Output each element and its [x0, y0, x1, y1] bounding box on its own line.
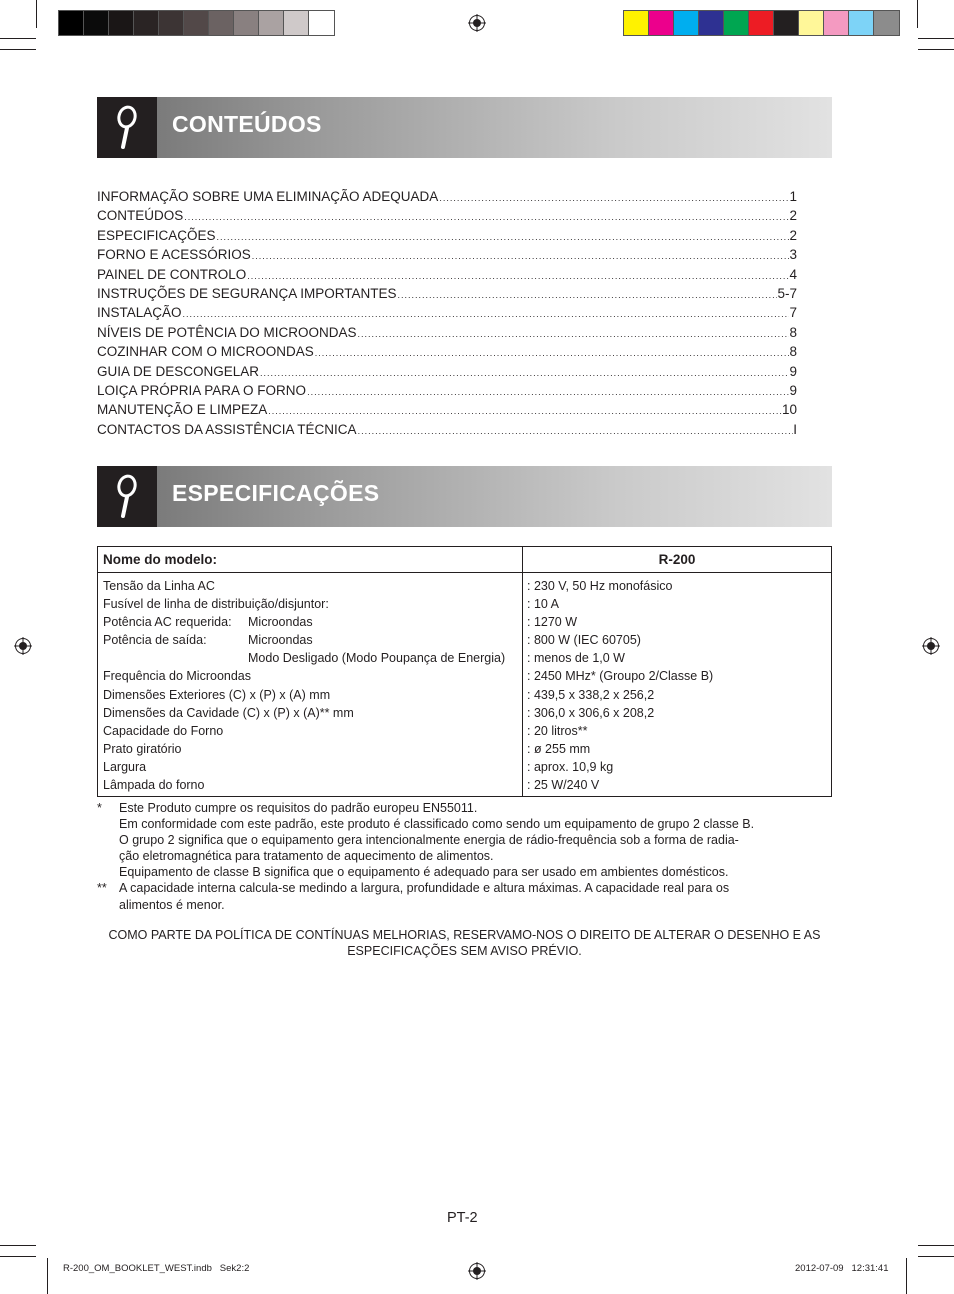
toc-entry[interactable]	[97, 206, 797, 225]
spec-label: Frequência do Microondas	[103, 669, 251, 684]
spec-value: : 800 W (IEC 60705)	[527, 633, 641, 648]
color-swatch	[724, 11, 749, 35]
registration-mark-icon	[468, 14, 486, 32]
color-swatch	[284, 11, 309, 35]
color-swatch	[109, 11, 134, 35]
header-tab	[97, 97, 157, 158]
spec-value: : 2450 MHz* (Groupo 2/Classe B)	[527, 669, 714, 684]
color-swatch	[874, 11, 899, 35]
footer-timestamp: 2012-07-09 12:31:41	[795, 1263, 889, 1274]
spec-value: : menos de 1,0 W	[527, 651, 625, 666]
toc-entry-title: COZINHAR COM O MICROONDAS	[97, 344, 314, 360]
footnote-mark: **	[97, 881, 107, 896]
toc-leader-dots	[357, 325, 790, 344]
toc-entry-title: CONTACTOS DA ASSISTÊNCIA TÉCNICA	[97, 421, 357, 437]
spec-row	[98, 577, 831, 595]
crop-mark	[918, 49, 954, 50]
spec-row	[98, 704, 831, 722]
crop-mark	[918, 1245, 954, 1246]
footnote-text	[119, 800, 837, 880]
crop-mark	[36, 0, 37, 28]
color-swatch	[824, 11, 849, 35]
spec-value: : 306,0 x 306,6 x 208,2	[527, 705, 655, 720]
color-swatch	[134, 11, 159, 35]
toc-leader-dots	[251, 247, 790, 266]
toc-entry[interactable]	[97, 226, 797, 245]
toc-entry[interactable]	[97, 187, 797, 206]
contents-header	[97, 97, 832, 158]
footnote-text	[119, 880, 837, 912]
color-swatch	[309, 11, 334, 35]
color-swatch	[699, 11, 724, 35]
toc-entry-title: INSTRUÇÕES DE SEGURANÇA IMPORTANTES	[97, 285, 397, 301]
toc-leader-dots	[183, 208, 789, 227]
toc-entry[interactable]	[97, 284, 797, 303]
spec-value: : aprox. 10,9 kg	[527, 759, 614, 774]
spec-sublabel: Microondas	[248, 633, 313, 648]
toc-entry[interactable]	[97, 245, 797, 264]
header-tab	[97, 466, 157, 527]
spec-label: Dimensões da Cavidade (C) x (P) x (A)** mm	[103, 705, 354, 720]
toc-leader-dots	[314, 344, 790, 363]
toc-entry-title: INSTALAÇÃO	[97, 305, 182, 321]
spec-row	[98, 722, 831, 740]
spec-value: : ø 255 mm	[527, 741, 591, 756]
spec-sublabel: Microondas	[248, 615, 313, 630]
toc-entry-page: 7	[789, 305, 797, 321]
footer-file-info: R-200_OM_BOOKLET_WEST.indb Sek2:2	[63, 1263, 250, 1274]
spec-row	[98, 758, 831, 776]
specs-title: ESPECIFICAÇÕES	[172, 480, 380, 506]
info-icon	[97, 97, 157, 158]
spec-label: Prato giratório	[103, 741, 182, 756]
toc-leader-dots	[216, 228, 790, 247]
footnote-line: Este Produto cumpre os requisitos do padrão europeu EN55011.	[119, 801, 478, 815]
registration-mark-icon	[922, 637, 940, 655]
spec-body	[98, 577, 831, 794]
color-swatch	[674, 11, 699, 35]
toc-entry-page: 1	[789, 189, 797, 204]
toc-entry-page: 10	[781, 402, 797, 418]
toc-entry-title: MANUTENÇÃO E LIMPEZA	[97, 402, 268, 418]
footnotes	[97, 800, 837, 913]
spec-row	[98, 595, 831, 613]
toc-entry[interactable]	[97, 362, 797, 381]
spec-label: Dimensões Exteriores (C) x (P) x (A) mm	[103, 687, 331, 702]
table-of-contents	[97, 187, 797, 439]
toc-leader-dots	[397, 286, 778, 305]
color-swatch	[84, 11, 109, 35]
page-number: PT-2	[447, 1210, 478, 1226]
toc-entry[interactable]	[97, 303, 797, 322]
toc-entry[interactable]	[97, 265, 797, 284]
toc-leader-dots	[259, 364, 789, 383]
color-swatch	[624, 11, 649, 35]
crop-mark	[0, 1256, 36, 1257]
toc-leader-dots	[357, 422, 794, 441]
crop-mark	[917, 0, 918, 28]
crop-mark	[906, 1258, 907, 1294]
footnote	[97, 800, 837, 880]
color-swatch	[209, 11, 234, 35]
toc-entry-title: CONTEÚDOS	[97, 208, 184, 224]
footnote-line: A capacidade interna calcula-se medindo a largura, profundidade e altura máximas. A capacidade real para os	[119, 881, 730, 896]
spec-label: Capacidade do Forno	[103, 723, 224, 738]
spec-table	[97, 546, 832, 797]
color-swatch	[799, 11, 824, 35]
toc-entry-title: NÍVEIS DE POTÊNCIA DO MICROONDAS	[97, 324, 357, 340]
color-swatch	[774, 11, 799, 35]
footnote-line: ção eletromagnética para tratamento de aquecimento de alimentos.	[119, 849, 494, 864]
registration-mark-icon	[14, 637, 32, 655]
spec-value: : 439,5 x 338,2 x 256,2	[527, 687, 655, 702]
color-swatch	[749, 11, 774, 35]
policy-line: COMO PARTE DA POLÍTICA DE CONTÍNUAS MELHORIAS, RESERVAMO-NOS O DIREITO DE ALTERAR O DESENHO E AS	[108, 928, 821, 942]
toc-entry-page: I	[793, 421, 797, 437]
toc-leader-dots	[306, 383, 789, 402]
spec-row	[98, 686, 831, 704]
toc-entry-page: 9	[789, 363, 797, 379]
spec-value: : 1270 W	[527, 615, 578, 630]
toc-entry-title: PAINEL DE CONTROLO	[97, 266, 247, 282]
spec-sublabel: Modo Desligado (Modo Poupança de Energia)	[248, 651, 506, 666]
toc-entry-title: ESPECIFICAÇÕES	[97, 227, 216, 243]
toc-entry[interactable]	[97, 323, 797, 342]
spec-value: : 10 A	[527, 597, 559, 612]
crop-mark	[0, 38, 36, 39]
footnote	[97, 880, 837, 912]
toc-entry-page: 5-7	[777, 285, 797, 301]
footnote-line: alimentos é menor.	[119, 897, 225, 912]
toc-entry-title: INFORMAÇÃO SOBRE UMA ELIMINAÇÃO ADEQUADA	[97, 189, 439, 204]
gray-swatch-bar	[58, 10, 335, 36]
color-swatch	[849, 11, 874, 35]
spec-row	[98, 740, 831, 758]
policy-statement	[97, 927, 832, 959]
info-icon	[97, 466, 157, 527]
footnote-mark: *	[97, 801, 102, 815]
registration-mark-icon	[468, 1262, 486, 1280]
crop-mark	[47, 1258, 48, 1294]
toc-entry[interactable]	[97, 420, 797, 439]
color-swatch	[159, 11, 184, 35]
color-swatch	[234, 11, 259, 35]
spec-label: Potência AC requerida:	[103, 615, 232, 630]
spec-row	[98, 649, 831, 667]
toc-entry-page: 3	[789, 247, 797, 263]
toc-entry-title: FORNO E ACESSÓRIOS	[97, 247, 251, 263]
spec-row	[98, 776, 831, 794]
specs-header	[97, 466, 832, 527]
toc-entry-page: 2	[789, 208, 797, 224]
spec-value: : 25 W/240 V	[527, 778, 600, 793]
spec-table-header	[98, 547, 831, 573]
model-label: Nome do modelo:	[103, 552, 217, 567]
toc-entry-title: GUIA DE DESCONGELAR	[97, 363, 260, 379]
footnote-line: O grupo 2 significa que o equipamento gera intencionalmente energia de rádio-frequência sob a forma de radia-	[119, 833, 739, 848]
footnote-line: Equipamento de classe B significa que o equipamento é adequado para ser usado em ambientes domésticos.	[119, 865, 729, 880]
spec-row	[98, 613, 831, 631]
spec-value: : 20 litros**	[527, 723, 588, 738]
toc-entry-page: 9	[789, 382, 797, 398]
spec-label: Fusível de linha de distribuição/disjuntor:	[103, 597, 329, 612]
spec-label: Potência de saída:	[103, 633, 207, 648]
spec-row	[98, 667, 831, 685]
spec-row	[98, 631, 831, 649]
toc-entry-page: 8	[789, 344, 797, 360]
footnote-line: Em conformidade com este padrão, este produto é classificado como sendo um equipamento de grupo 2 classe B.	[119, 817, 755, 832]
toc-entry-page: 4	[789, 266, 797, 282]
toc-entry[interactable]	[97, 342, 797, 361]
toc-entry[interactable]	[97, 381, 797, 400]
model-value: R-200	[658, 552, 696, 567]
contents-title: CONTEÚDOS	[172, 111, 322, 137]
spec-label: Largura	[103, 759, 147, 774]
toc-entry-page: 2	[789, 227, 797, 243]
toc-entry[interactable]	[97, 400, 797, 419]
color-swatch	[649, 11, 674, 35]
spec-label: Lâmpada do forno	[103, 778, 205, 793]
crop-mark	[918, 1256, 954, 1257]
toc-entry-page: 8	[789, 324, 797, 340]
color-swatch	[259, 11, 284, 35]
crop-mark	[0, 49, 36, 50]
crop-mark	[0, 1245, 36, 1246]
color-swatch	[59, 11, 84, 35]
crop-mark	[918, 38, 954, 39]
color-swatch	[184, 11, 209, 35]
toc-entry-title: LOIÇA PRÓPRIA PARA O FORNO	[97, 382, 307, 398]
toc-leader-dots	[438, 189, 789, 208]
policy-line: ESPECIFICAÇÕES SEM AVISO PRÉVIO.	[347, 944, 582, 959]
spec-label: Tensão da Linha AC	[103, 579, 215, 593]
color-swatch-bar	[623, 10, 900, 36]
spec-value: : 230 V, 50 Hz monofásico	[527, 579, 673, 593]
